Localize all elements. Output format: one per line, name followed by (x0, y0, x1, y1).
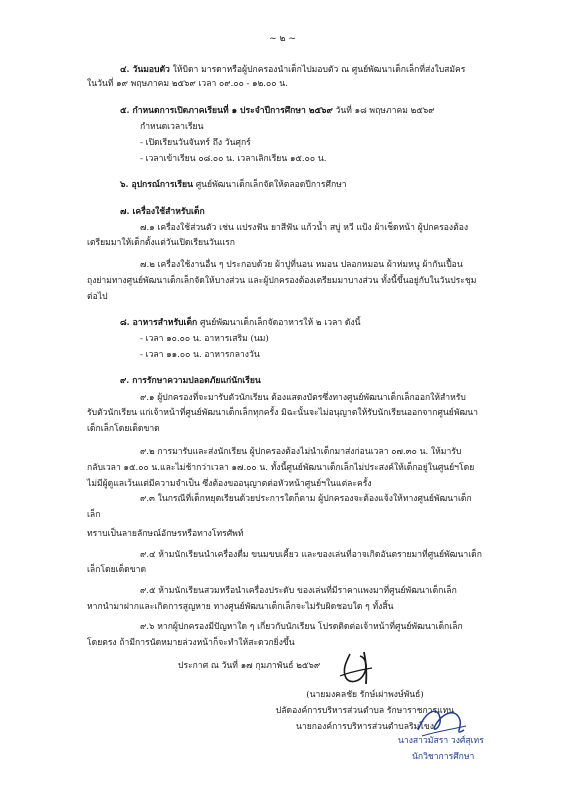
section-9-4-line-2: เล็กโดยเด็ดขาด (87, 565, 147, 575)
section-4-text: ให้บิดา มารดาหรือผู้ปกครองนำเด็กไปมอบตัว ณ ศูนย์พัฒนาเด็กเล็กที่ส่งใบสมัคร (169, 65, 466, 75)
section-7-1-line-1: ๗.๑ เครื่องใช้ส่วนตัว เช่น แปรงฟัน ยาสีฟัน แก้วน้ำ สบู่ หวี แป้ง ผ้าเช็ดหน้า ผู้ปกครองต้อง (140, 223, 469, 233)
section-5-line-3: - เวลาเข้าเรียน ๐๘.๐๐ น. เวลาเลิกเรียน ๑๕.๐๐ น. (140, 154, 327, 164)
signer-position-1: ปลัดองค์การบริหารส่วนตำบล รักษาราชการแทน (275, 706, 455, 716)
section-9-3-line-1: ๙.๓ ในกรณีที่เด็กหยุดเรียนด้วยประการใดก็ตาม ผู้ปกครองจะต้องแจ้งให้ทางศูนย์พัฒนาเด็ก (140, 494, 472, 504)
section-9-2-line-2: กลับเวลา ๑๕.๐๐ น.และไม่ช้ากว่าเวลา ๑๗.๐๐ น. ทั้งนี้ศูนย์พัฒนาเด็กเล็กไม่ประสงค์ให้เด็กอยู่ในศูนย์ฯโดย (87, 463, 475, 473)
section-7-2-line-3: ต่อไป (87, 292, 108, 302)
section-9-2-line-1: ๙.๒ การมารับและส่งนักเรียน ผู้ปกครองต้องไม่นำเด็กมาส่งก่อนเวลา ๐๗.๓๐ น. ให้มารับ (140, 447, 462, 457)
section-5-heading (120, 106, 435, 117)
copy-role: นักวิชาการศึกษา (412, 752, 475, 762)
section-4-title: ๔. วันมอบตัว (120, 65, 170, 75)
section-5-line-2: - เปิดเรียนวันจันทร์ ถึง วันศุกร์ (140, 138, 251, 148)
section-9-1-line-1: ๙.๑ ผู้ปกครองที่จะมารับตัวนักเรียน ต้องแสดงบัตรซึ่งทางศูนย์พัฒนาเด็กเล็กออกให้สำหรับ (140, 393, 466, 403)
section-7-1-line-2: เตรียมมาให้เด็กตั้งแต่วันเปิดเรียนวันแรก (87, 238, 235, 248)
section-9-4-line-1: ๙.๔ ห้ามนักเรียนนำเครื่องดื่ม ขนมขบเคี้ยว และของเล่นที่อาจเกิดอันตรายมาที่ศูนย์พัฒนาเด็ก (140, 550, 482, 560)
section-9-6-line-1: ๙.๖ หากผู้ปกครองมีปัญหาใด ๆ เกี่ยวกับนักเรียน โปรดติดต่อเจ้าหน้าที่ศูนย์พัฒนาเด็กเล็ก (140, 622, 463, 632)
page-number: ~ ๒ ~ (269, 34, 296, 44)
signer-name: (นายมงคลชัย รักษ์เผ่าพงษ์พันธ์) (306, 690, 424, 700)
section-7-title: ๗. เครื่องใช้สำหรับเด็ก (120, 207, 205, 217)
signer-position-2: นายกองค์การบริหารส่วนตำบลริมโขง (296, 722, 434, 732)
section-5-date: วันที่ ๑๘ พฤษภาคม ๒๕๖๙ (332, 106, 435, 116)
section-8-title: ๘. อาหารสำหรับเด็ก (120, 318, 198, 328)
section-8-heading (120, 318, 361, 329)
signature-mark (320, 648, 410, 688)
section-9-3-line-2: เล็ก (87, 510, 101, 520)
section-6-text: ศูนย์พัฒนาเด็กเล็กจัดให้ตลอดปีการศึกษา (192, 180, 347, 190)
section-5-line-1: กำหนดเวลาเรียน (140, 122, 204, 132)
section-8-line-1: - เวลา ๑๐.๐๐ น. อาหารเสริม (นม) (140, 334, 269, 344)
section-9-5-line-1: ๙.๕ ห้ามนักเรียนสวมหรือนำเครื่องประดับ ของเล่นที่มีราคาแพงมาที่ศูนย์พัฒนาเด็กเล็ก (140, 586, 457, 596)
section-8-text: ศูนย์พัฒนาเด็กเล็กจัดอาหารให้ ๒ เวลา ดังนี้ (197, 318, 361, 328)
copy-name: นางสาวมัสรา วงศ์สุเทร (398, 736, 484, 746)
section-9-1-line-3: เด็กเล็กโดยเด็ดขาด (87, 424, 160, 434)
section-9-3-line-3: ทราบเป็นลายลักษณ์อักษรหรือทางโทรศัพท์ (87, 529, 244, 539)
section-9-2-line-3: ไม่มีผู้ดูแลเว้นแต่มีความจำเป็น ซึ่งต้องขออนุญาตต่อหัวหน้าศูนย์ฯในแต่ละครั้ง (87, 479, 372, 489)
section-5-title: ๕. กำหนดการเปิดภาคเรียนที่ ๑ ประจำปีการศึกษา ๒๕๖๙ (120, 106, 333, 116)
section-6-title: ๖. อุปกรณ์การเรียน (120, 180, 193, 190)
section-4-line-1 (120, 65, 465, 76)
section-9-5-line-2: หากนำมาฝากและเกิดการสูญหาย ทางศูนย์พัฒนาเด็กเล็กจะไม่รับผิดชอบใด ๆ ทั้งสิ้น (87, 602, 394, 612)
section-9-6-line-2: โดยตรง ถ้ามีการนัดหมายล่วงหน้าก็จะทำให้สะดวกยิ่งขึ้น (87, 638, 295, 648)
section-9-1-line-2: รับตัวนักเรียน แก่เจ้าหน้าที่ศูนย์พัฒนาเด็กเล็กทุกครั้ง มิฉะนั้นจะไม่อนุญาตให้รับนักเรียนออกจากศูนย์พัฒนา (87, 408, 478, 418)
section-7-2-line-2: ถุงย่ามทางศูนย์พัฒนาเด็กเล็กจัดให้บางส่วน และผู้ปกครองต้องเตรียมมาบางส่วน ทั้งนี้ขึ้นอยู่กับในวันประชุม (87, 276, 477, 286)
section-7-2-line-1: ๗.๒ เครื่องใช้งานอื่น ๆ ประกอบด้วย ผ้าปูที่นอน หมอน ปลอกหมอน ผ้าห่มหนู ผ้ากันเปื้อน (140, 260, 463, 270)
announcement-date: ประกาศ ณ วันที่ ๑๗ กุมภาพันธ์ ๒๕๖๙ (178, 661, 321, 671)
section-8-line-2: - เวลา ๑๑.๐๐ น. อาหารกลางวัน (140, 350, 260, 360)
section-6-line (120, 180, 347, 191)
section-4-line-2: ในวันที่ ๑๙ พฤษภาคม ๒๕๖๙ เวลา ๐๙.๐๐ - ๑๒.๐๐ น. (87, 79, 288, 89)
section-9-title: ๙. การรักษาความปลอดภัยแก่นักเรียน (120, 376, 261, 386)
